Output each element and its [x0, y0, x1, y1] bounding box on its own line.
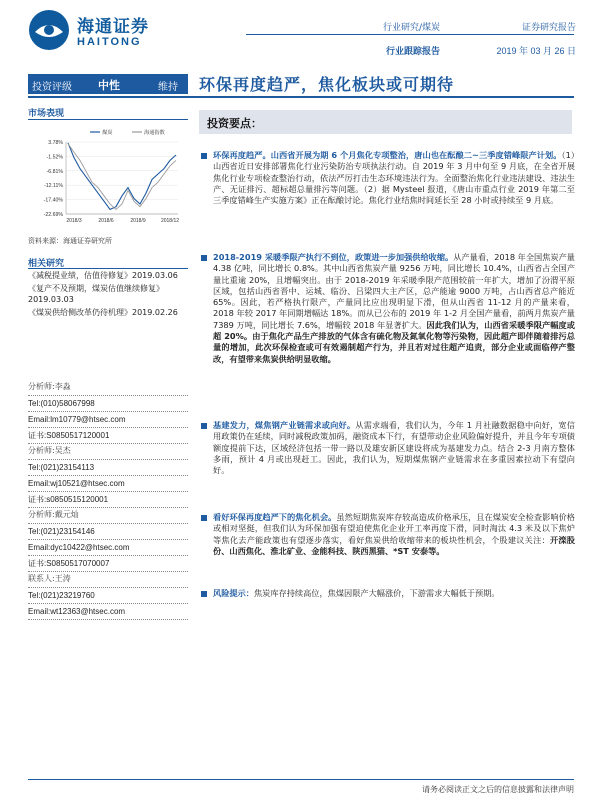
x-tick-label: 2018/9 — [130, 218, 146, 224]
paragraph-tail: 开滦股份、山西焦化、淮北矿业、金能科技、陕西黑猫、*ST 安泰等。 — [213, 534, 575, 556]
paragraph-lead: 环保再度趋严。山西省开展为期 6 个月焦化专项整治，唐山也在酝酿二~三季度错峰限产计划。 — [213, 150, 562, 160]
analyst-block — [28, 444, 188, 508]
analyst-contact: 证书:s0850515120001 — [28, 495, 109, 504]
paragraph-4 — [199, 512, 575, 557]
x-tick-label: 2018/3 — [66, 218, 82, 224]
header-center — [250, 20, 440, 57]
header-right — [496, 20, 576, 57]
legend-label: 海通指数 — [144, 130, 165, 136]
page-title: 环保再度趋严，焦化板块或可期待 — [199, 75, 455, 94]
paragraph-3 — [199, 420, 575, 476]
analyst-contact[interactable]: Email:dyc10422@htsec.com — [28, 543, 130, 552]
related-research-list — [28, 270, 188, 320]
bullet-icon — [201, 255, 207, 261]
paragraph-body: （1）山西省近日安排部署焦化行业污染防治专项执法行动。自 2019 年 3 月中旬至 9 月底，在全省开展焦化行业专项检查整治行动，依法严厉打击生态环境违法行为。全面整治焦化行业违法建设、违法生产、无证排污、超标超总量排污等问题。（2）据 Mysteel 报道，《唐山市重点行业 2019 年第二至三季度错峰生产实施方案》正在酝酿讨论。焦化行业结焦时间延长至 28 小时或持续至 9 月底。 — [213, 150, 575, 206]
analyst-contact: Tel:(021)23154113 — [28, 463, 95, 472]
analyst-label: 分析师:李淼 — [28, 382, 71, 391]
bullet-icon — [201, 515, 207, 521]
analyst-label: 分析师:吴杰 — [28, 446, 71, 455]
bullet-icon — [201, 423, 207, 429]
paragraph-body: 从需求端看，我们认为，今年 1 月社融数据稳中向好，宽信用政策仍在延续，同时减税政策加码，融资成本下行，有望带动企业风险偏好提升，并且今年专项债额度提前下达，区域经济包括一带一路以及雄安新区建设将成为基建发力点。结合 2-3 月南方整体多雨，预计 4 月或出现赶工。因此，我们认为，短期煤焦钢产业链需求在多重因素拉动下有望向好。 — [213, 420, 575, 476]
footer-divider — [28, 779, 574, 780]
analyst-contact: 证书:S0850517120001 — [28, 431, 110, 440]
analyst-contact[interactable]: Email:wj10521@htsec.com — [28, 479, 125, 488]
rating-bar — [28, 74, 188, 94]
title-divider — [28, 96, 574, 98]
report-type: 行业跟踪报告 — [385, 47, 440, 57]
analyst-contact: Tel:(021)23154146 — [28, 527, 95, 536]
report-date: 2019 年 03 月 26 日 — [496, 46, 576, 56]
rating-value: 中性 — [98, 79, 120, 92]
analyst-contact[interactable]: Email:wt12363@htsec.com — [28, 607, 126, 616]
paragraph-body: 从产量看，2018 年全国焦炭产量 4.38 亿吨，同比增长 0.8%。其中山西省焦炭产量 9256 万吨，同比增长 10.4%，山西省占全国产量比重逾 20%，且增幅突出。由于 2018-2019 年采暖季限产范围较前一年扩大，增加了汾渭平原区域，包括山西省晋中、运城、临汾、吕梁四大主产区，总产能逾 9000 万吨，占山西省总产能近 65%。因此，若严格执行限产，产量同比应出现明显下滑，但从山西省 11-12 月的产量来看，2018 年较 2017 年同期增幅达 18%。而从已公布的 2019 年 1-2 月全国产量看，前两月焦炭产量 7389 万吨，同比增长 7.6%，增幅较 2018 年显著扩大。 — [213, 252, 576, 330]
haitong-logo-icon — [27, 8, 71, 52]
analyst-contact: Tel:(021)23219760 — [28, 591, 95, 600]
market-heading: 市场表现 — [28, 109, 65, 119]
haitong-logo — [27, 8, 187, 54]
paragraph-lead: 基建发力，煤焦钢产业链需求或向好。 — [213, 420, 356, 430]
paragraph-tail: 因此我们认为，山西省采暖季限产幅度或超 20%。由于焦化产品生产排放的气体含有硫化物及氮氧化物等污染物，因此超产即伴随着排污总量的增加，此次环保检查或可有效遏制超产行为，并且若对过往超产追责，部分企业或面临停产整改，有望带来焦炭供给明显收缩。 — [213, 319, 575, 364]
rating-label: 投资评级 — [32, 82, 72, 93]
header-divider — [246, 34, 574, 35]
analyst-separator — [28, 619, 188, 620]
y-tick-label: 3.78% — [48, 140, 63, 146]
logo-en-text: HAITONG — [77, 36, 142, 48]
chart-source: 资料来源：海通证券研究所 — [28, 237, 112, 245]
y-tick-label: -17.40% — [43, 197, 63, 204]
market-performance-chart — [28, 124, 188, 234]
paragraph-1 — [199, 150, 575, 206]
key-points-heading: 投资要点： — [207, 117, 262, 130]
analyst-block — [28, 572, 188, 620]
y-tick-label: -12.11% — [44, 183, 63, 190]
research-item[interactable]: 《复产不及预期，煤炭估值继续修复》2019.03.03 — [28, 284, 164, 304]
doc-type: 证券研究报告 — [521, 23, 576, 33]
x-tick-label: 2018/6 — [98, 218, 114, 224]
paragraph-2 — [199, 252, 575, 365]
key-points-box — [199, 110, 572, 134]
paragraph-lead: 2018-2019 采暖季限产执行不到位，政策进一步加强供给收缩。 — [213, 252, 454, 262]
footer-disclaimer: 请务必阅读正文之后的信息披露和法律声明 — [422, 785, 574, 794]
paragraph-body: 虽然短期焦炭库存较高造成价格承压，且在煤炭安全检查影响价格或相对坚挺，但我们认为环保加强有望迫使焦化企业开工率再度下滑，同时淘汰 4.3 米及以下焦炉等焦化去产能政策也有望逐步落实，看好焦炭供给收缩带来的板块性机会，个股建议关注： — [213, 512, 575, 545]
research-item[interactable]: 《减税提业绩，估值待修复》2019.03.06 — [28, 271, 178, 280]
research-divider — [28, 268, 188, 269]
rating-change: 维持 — [158, 82, 178, 93]
analyst-label: 联系人:王涛 — [28, 574, 71, 583]
y-tick-label: -6.81% — [46, 168, 63, 175]
bullet-icon — [201, 591, 207, 597]
paragraph-5 — [199, 588, 575, 599]
analyst-label: 分析师:戴元灿 — [28, 510, 79, 519]
legend-label: 煤炭 — [102, 130, 113, 136]
bullet-icon — [201, 153, 207, 159]
analyst-contact: Tel:(010)58067998 — [28, 399, 95, 408]
paragraph-body: 焦炭库存持续高位，焦煤因限产大幅涨价，下游需求大幅低于预期。 — [253, 588, 500, 598]
research-heading: 相关研究 — [28, 259, 65, 269]
logo-cn-text: 海通证券 — [77, 17, 149, 37]
x-tick-label: 2018/12 — [160, 218, 180, 224]
analyst-list — [28, 380, 188, 620]
analyst-contact[interactable]: Email:lm10779@htsec.com — [28, 415, 126, 424]
report-category: 行业研究/煤炭 — [382, 23, 440, 33]
y-tick-label: -1.52% — [46, 154, 63, 161]
research-item[interactable]: 《煤炭供给侧改革仍待机理》2019.02.26 — [28, 308, 178, 317]
page-header — [0, 0, 600, 60]
analyst-contact: 证书:S0850517070007 — [28, 559, 110, 568]
y-tick-label: -22.69% — [43, 212, 63, 218]
analyst-block — [28, 380, 188, 444]
analyst-block — [28, 508, 188, 572]
paragraph-lead: 风险提示： — [213, 588, 254, 598]
market-divider — [28, 119, 188, 120]
paragraph-lead: 看好环保再度趋严下的焦化机会。 — [213, 512, 337, 522]
